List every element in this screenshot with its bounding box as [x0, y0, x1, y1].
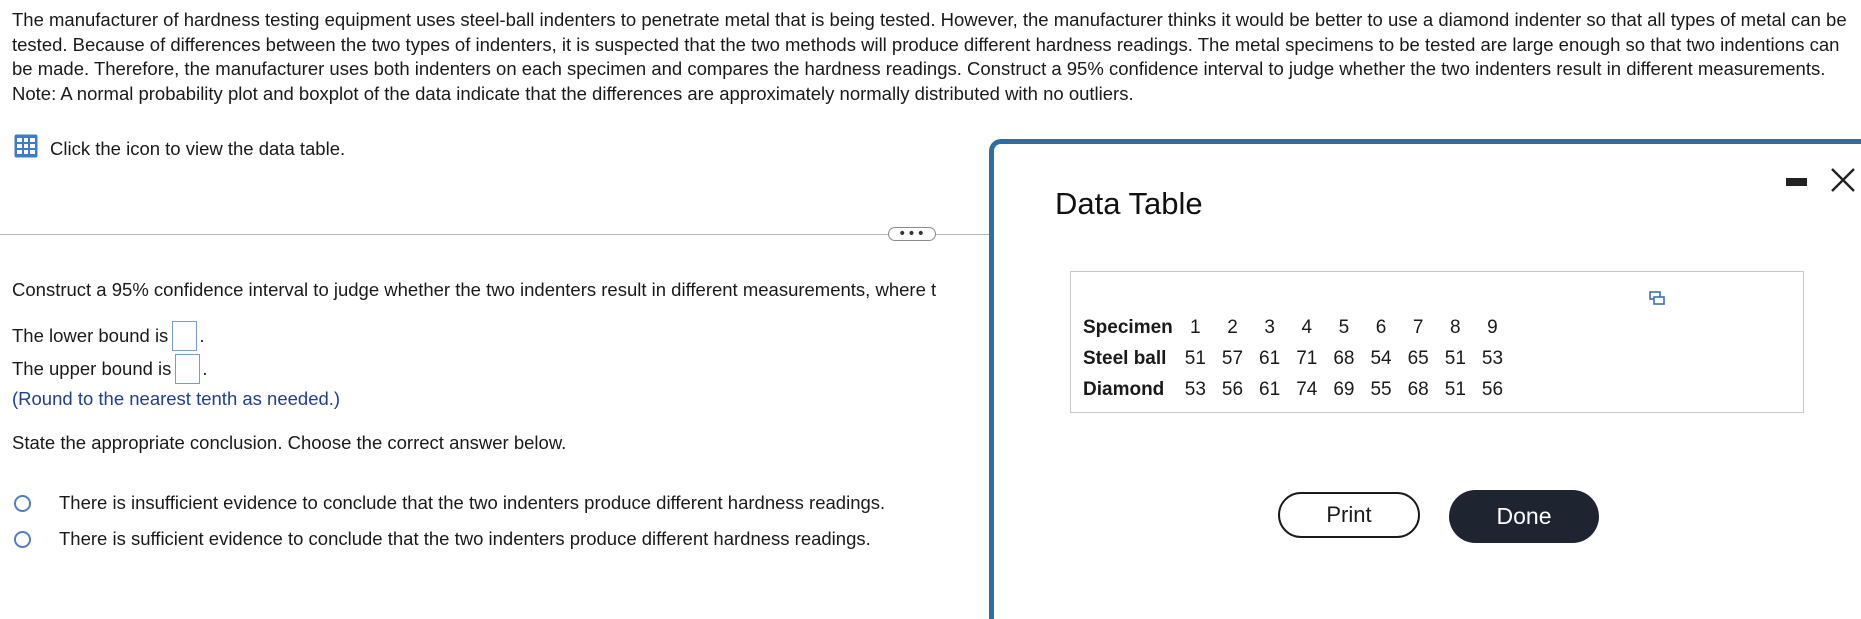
table-row-steel-ball: [1076, 343, 1511, 374]
table-cell: 71: [1296, 347, 1318, 369]
view-table-label[interactable]: Click the icon to view the data table.: [50, 137, 346, 159]
table-cell: 53: [1184, 378, 1206, 400]
conclusion-prompt: State the appropriate conclusion. Choose the correct answer below.: [12, 432, 567, 453]
table-cell: 53: [1481, 347, 1504, 369]
table-row-specimen: [1076, 312, 1511, 343]
rounding-hint: (Round to the nearest tenth as needed.): [12, 388, 341, 409]
table-cell: 56: [1221, 378, 1244, 400]
table-cell: 69: [1333, 378, 1355, 400]
table-icon[interactable]: [14, 134, 38, 163]
radio-insufficient[interactable]: [14, 495, 31, 512]
table-cell: 6: [1375, 316, 1387, 338]
table-cell: 56: [1481, 378, 1504, 400]
lower-bound-period: .: [199, 325, 205, 346]
table-cell: 61: [1259, 378, 1281, 400]
table-cell: 1: [1190, 316, 1201, 338]
upper-bound-row: [12, 354, 208, 384]
table-cell: 5: [1338, 316, 1350, 338]
table-cell: 51: [1444, 378, 1466, 400]
minimize-icon[interactable]: [1786, 178, 1807, 186]
row-header: Steel ball: [1083, 347, 1167, 369]
intro-paragraph: The manufacturer of hardness testing equipment uses steel-ball indenters to penetrate metal that is being tested. However, the manufacturer thinks it would be better to use a diamond indenter so that all types of metal can be tested. Because of differences between the two types of indenters, it is suspected that the two methods will produce different hardness readings. The metal specimens to be tested are large enough so that two indentions can be made. Therefore, the manufacturer uses both indenters on each specimen and compares the hardness readings. Construct a 95% confidence interval to judge whether the two indenters result in different measurements.: [12, 9, 1847, 79]
row-header: Diamond: [1083, 378, 1165, 400]
done-button[interactable]: Done: [1449, 490, 1599, 543]
expand-button[interactable]: •••: [888, 227, 936, 241]
table-cell: 51: [1184, 347, 1206, 369]
table-cell: 55: [1370, 378, 1392, 400]
row-header: Specimen: [1083, 316, 1173, 338]
copy-icon[interactable]: [1649, 291, 1665, 307]
option-sufficient-label[interactable]: There is sufficient evidence to conclude that the two indenters produce different hardness readings.: [59, 528, 871, 549]
table-cell: 3: [1264, 316, 1275, 338]
radio-sufficient[interactable]: [14, 531, 31, 548]
lower-bound-label: The lower bound is: [12, 325, 169, 346]
table-cell: 54: [1370, 347, 1392, 369]
option-sufficient[interactable]: [14, 528, 871, 550]
construct-prompt: Construct a 95% confidence interval to judge whether the two indenters result in different measurements, where t: [12, 279, 937, 300]
table-cell: 8: [1450, 316, 1461, 338]
question-intro: [12, 8, 1852, 106]
table-cell: 68: [1407, 378, 1429, 400]
lower-bound-row: [12, 321, 204, 351]
option-insufficient-label[interactable]: There is insufficient evidence to conclude that the two indenters produce different hardness readings.: [59, 492, 886, 513]
upper-bound-input[interactable]: [175, 354, 200, 384]
view-data-table-link[interactable]: [14, 134, 345, 163]
table-cell: 61: [1259, 347, 1281, 369]
dialog-title: Data Table: [1055, 186, 1203, 221]
section-divider: [0, 234, 992, 235]
table-cell: 65: [1407, 347, 1429, 369]
table-cell: 7: [1412, 316, 1424, 338]
table-cell: 57: [1221, 347, 1244, 369]
close-icon[interactable]: [1829, 166, 1857, 194]
option-insufficient[interactable]: [14, 492, 885, 514]
print-button[interactable]: Print: [1278, 492, 1420, 538]
table-cell: 4: [1301, 316, 1313, 338]
table-cell: 2: [1227, 316, 1238, 338]
upper-bound-period: .: [202, 358, 208, 379]
note-text: Note: A normal probability plot and boxplot of the data indicate that the differences are approximately normally distributed with no outliers.: [12, 82, 1134, 104]
table-row-diamond: [1076, 374, 1511, 405]
upper-bound-label: The upper bound is: [12, 358, 172, 379]
table-cell: 9: [1487, 316, 1498, 338]
data-table: [1076, 312, 1511, 405]
table-cell: 68: [1333, 347, 1355, 369]
table-cell: 51: [1444, 347, 1466, 369]
table-cell: 74: [1296, 378, 1318, 400]
lower-bound-input[interactable]: [172, 321, 197, 351]
